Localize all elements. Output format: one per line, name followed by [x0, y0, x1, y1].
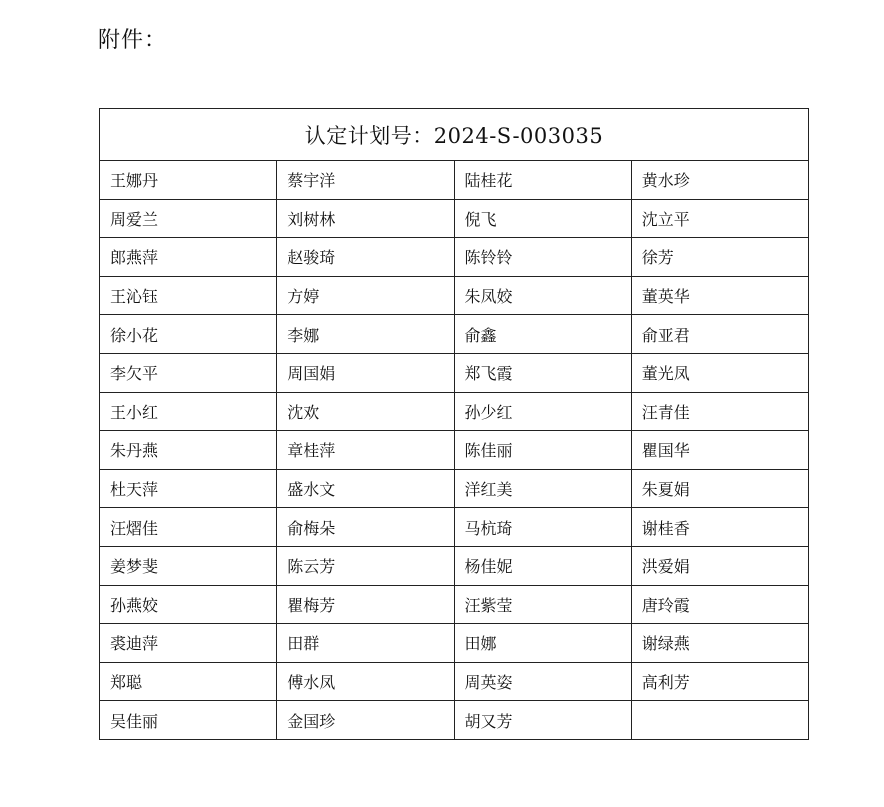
name-cell: 洋红美 [454, 469, 631, 508]
name-cell: 陈铃铃 [454, 238, 631, 277]
name-cell: 董英华 [631, 276, 808, 315]
table-row [100, 199, 809, 238]
name-cell: 汪紫莹 [454, 585, 631, 624]
table-row [100, 392, 809, 431]
table-row [100, 508, 809, 547]
name-cell: 董光凤 [631, 353, 808, 392]
name-cell: 谢绿燕 [631, 624, 808, 663]
attachment-label: 附件： [98, 28, 168, 53]
name-cell: 章桂萍 [277, 431, 454, 470]
name-cell: 高利芳 [631, 662, 808, 701]
name-cell: 谢桂香 [631, 508, 808, 547]
roster-table [99, 108, 809, 740]
name-cell: 马杭琦 [454, 508, 631, 547]
name-cell: 王沁钰 [100, 276, 277, 315]
name-cell: 倪飞 [454, 199, 631, 238]
name-cell: 裘迪萍 [100, 624, 277, 663]
name-cell: 徐小花 [100, 315, 277, 354]
name-cell: 俞鑫 [454, 315, 631, 354]
name-cell: 孙燕姣 [100, 585, 277, 624]
table-row [100, 546, 809, 585]
name-cell: 周爱兰 [100, 199, 277, 238]
roster-body [100, 109, 809, 740]
name-cell: 沈立平 [631, 199, 808, 238]
name-cell: 唐玲霞 [631, 585, 808, 624]
name-cell: 瞿国华 [631, 431, 808, 470]
name-cell: 洪爱娟 [631, 546, 808, 585]
name-cell: 田娜 [454, 624, 631, 663]
name-cell: 俞梅朵 [277, 508, 454, 547]
table-row [100, 161, 809, 200]
name-cell: 汪青佳 [631, 392, 808, 431]
name-cell: 周国娟 [277, 353, 454, 392]
name-cell: 郎燕萍 [100, 238, 277, 277]
table-row [100, 624, 809, 663]
name-cell: 沈欢 [277, 392, 454, 431]
name-cell: 朱夏娟 [631, 469, 808, 508]
name-cell: 蔡宇洋 [277, 161, 454, 200]
table-row [100, 701, 809, 740]
name-cell: 朱丹燕 [100, 431, 277, 470]
name-cell: 王娜丹 [100, 161, 277, 200]
name-cell: 刘树林 [277, 199, 454, 238]
name-cell: 杨佳妮 [454, 546, 631, 585]
name-cell [631, 701, 808, 740]
name-cell: 孙少红 [454, 392, 631, 431]
table-row [100, 353, 809, 392]
name-cell: 胡又芳 [454, 701, 631, 740]
name-cell: 杜天萍 [100, 469, 277, 508]
name-cell: 朱凤姣 [454, 276, 631, 315]
name-cell: 陆桂花 [454, 161, 631, 200]
table-row [100, 585, 809, 624]
name-cell: 徐芳 [631, 238, 808, 277]
name-cell: 郑飞霞 [454, 353, 631, 392]
name-cell: 陈云芳 [277, 546, 454, 585]
name-cell: 赵骏琦 [277, 238, 454, 277]
name-cell: 方婷 [277, 276, 454, 315]
name-cell: 李欠平 [100, 353, 277, 392]
table-row [100, 662, 809, 701]
name-cell: 傅水凤 [277, 662, 454, 701]
name-cell: 周英姿 [454, 662, 631, 701]
name-cell: 王小红 [100, 392, 277, 431]
name-cell: 黄水珍 [631, 161, 808, 200]
name-cell: 俞亚君 [631, 315, 808, 354]
name-cell: 吴佳丽 [100, 701, 277, 740]
table-row [100, 238, 809, 277]
plan-number-title: 认定计划号：2024-S-003035 [100, 109, 809, 161]
name-cell: 姜梦斐 [100, 546, 277, 585]
name-cell: 瞿梅芳 [277, 585, 454, 624]
name-cell: 金国珍 [277, 701, 454, 740]
name-cell: 汪熠佳 [100, 508, 277, 547]
table-row [100, 276, 809, 315]
name-cell: 盛水文 [277, 469, 454, 508]
table-row [100, 315, 809, 354]
name-cell: 陈佳丽 [454, 431, 631, 470]
table-row [100, 469, 809, 508]
name-cell: 郑聪 [100, 662, 277, 701]
name-cell: 田群 [277, 624, 454, 663]
table-row [100, 431, 809, 470]
name-cell: 李娜 [277, 315, 454, 354]
title-row [100, 109, 809, 161]
